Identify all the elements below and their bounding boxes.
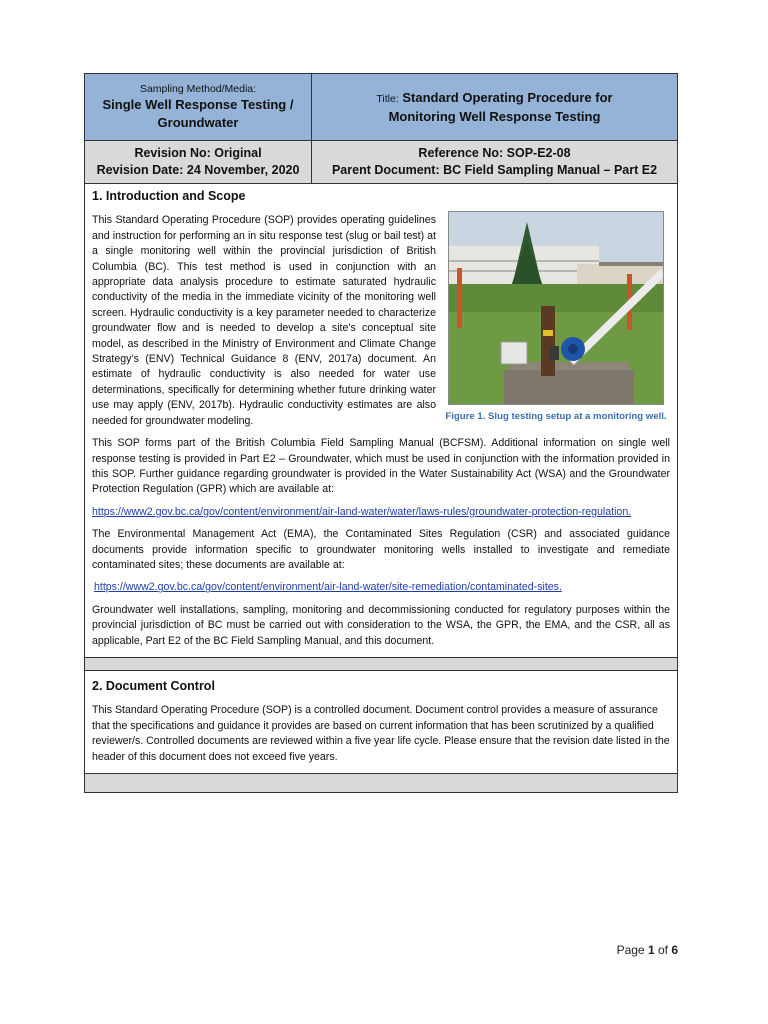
revision-cell	[85, 141, 312, 184]
figure-1	[444, 211, 668, 424]
revision-number: Revision No: Original	[134, 146, 262, 160]
header-table	[84, 73, 678, 184]
sampling-method-value-1: Single Well Response Testing /	[102, 97, 294, 112]
title-line-1: Standard Operating Procedure for	[402, 89, 613, 105]
total-pages: 6	[671, 943, 678, 957]
section-1-heading: 1. Introduction and Scope	[92, 189, 246, 203]
revision-date: Revision Date: 24 November, 2020	[96, 163, 300, 177]
sampling-method-cell	[85, 74, 312, 141]
page-number: Page 1 of 6	[616, 943, 678, 957]
current-page: 1	[647, 943, 655, 957]
contaminated-sites-link[interactable]: https://www2.gov.bc.ca/gov/content/environment/air-land-water/site-remediation/contaminated-sites.	[94, 581, 562, 594]
reference-number: Reference No: SOP-E2-08	[418, 146, 571, 160]
section-document-control	[84, 671, 678, 774]
slug-test-photo	[448, 211, 664, 405]
title-cell	[312, 74, 678, 141]
regulatory-paragraph: Groundwater well installations, sampling, monitoring and decommissioning conducted for regulatory purposes within the provincial jurisdiction of BC must be carried out with consideration to the WSA, the GPR, the EMA, and the CSR, all as applicable, Part E2 of the BC Field Sampling Manual, and this document.	[92, 603, 670, 647]
figure-1-caption: Figure 1. Slug testing setup at a monitoring well.	[445, 411, 667, 423]
sampling-method-value-2: Groundwater	[157, 115, 239, 130]
parent-document: Parent Document: BC Field Sampling Manual – Part E2	[331, 163, 658, 177]
section-divider-2	[84, 774, 678, 793]
bcfsm-paragraph: This SOP forms part of the British Columbia Field Sampling Manual (BCFSM). Additional information on single well response testing is provided in Part E2 – Groundwater, which must be used in conjunction with the information provided in this SOP. Further guidance regarding groundwater is provided in the Water Sustainability Act (WSA) and the Groundwater Protection Regulation (GPR) which are available at:	[92, 437, 670, 496]
title-line-2: Monitoring Well Response Testing	[388, 108, 601, 124]
reference-cell	[312, 141, 678, 184]
title-prefix: Title:	[376, 92, 399, 105]
intro-paragraph: This Standard Operating Procedure (SOP) provides operating guidelines and instruction for performing an in situ response test (slug or bail test) at a single monitoring well within the provincial jurisdiction of British Columbia (BC). This test method is used in conjunction with an appropriate data analysis procedure to estimate saturated hydraulic conductivity of the media in the immediate vicinity of the monitoring well screen. Hydraulic conductivity is a key parameter needed to characterize groundwater flow and is needed to develop a site’s conceptual site model, as described in the Ministry of Environment and Climate Change Strategy’s (ENV) Technical Guidance 8 (ENV, 2017a) document. An estimate of hydraulic conductivity is also needed for water use determinations, specifically for determining whether future drinking water use may apply (ENV, 2017b). Hydraulic conductivity estimates are also needed for groundwater modeling.	[92, 214, 436, 427]
document-control-paragraph: This Standard Operating Procedure (SOP) is a controlled document. Document control provides a measure of assurance that the specifications and guidance it provides are based on current information that has been scrutinized by a qualified reviewer/s. Controlled documents are reviewed within a five year life cycle. Please ensure that the revision date listed in the header of this document does not exceed five years.	[92, 704, 670, 763]
ema-paragraph: The Environmental Management Act (EMA), the Contaminated Sites Regulation (CSR) and associated guidance documents provide information specific to groundwater monitoring wells installed to investigate and remediate contaminated sites; these documents are available at:	[92, 528, 670, 571]
section-2-heading: 2. Document Control	[92, 678, 215, 693]
groundwater-regulation-link[interactable]: https://www2.gov.bc.ca/gov/content/environment/air-land-water/water/laws-rules/groundwater-protection-regulation.	[92, 505, 632, 518]
sampling-method-label: Sampling Method/Media:	[139, 83, 257, 95]
section-introduction	[84, 184, 678, 658]
document-page	[84, 73, 678, 793]
section-divider-1	[84, 658, 678, 671]
